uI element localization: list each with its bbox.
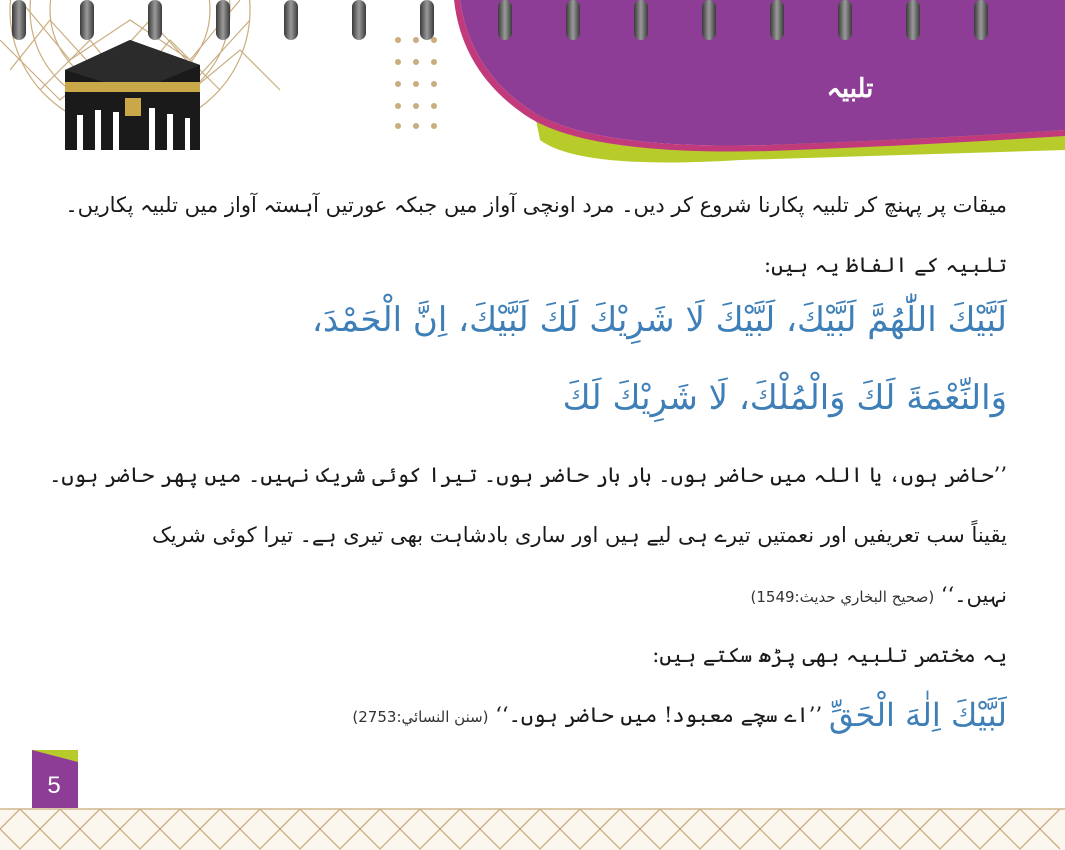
translation-line-1: ’’حاضر ہوں، یا اللہ میں حاضر ہوں۔ بار بار حاضر ہوں۔ تیرا کوئی شریک نہیں۔ میں پھر حاضر ہوں۔ bbox=[49, 463, 1007, 487]
translation-line-3 bbox=[751, 580, 1008, 612]
short-talbiyah-line bbox=[352, 696, 1007, 734]
bukhari-reference: (صحيح البخاري حديث:1549) bbox=[750, 588, 935, 606]
bottom-geometric-border bbox=[0, 808, 1065, 850]
nasai-reference: (سنن النسائي:2753) bbox=[352, 708, 489, 726]
translation-end-text: نہیں۔‘‘ bbox=[940, 583, 1007, 607]
talbiyah-arabic-line-1: لَبَّيْكَ اللّٰهُمَّ لَبَّيْكَ، لَبَّيْكَ لَا شَرِيْكَ لَكَ لَبَّيْكَ، اِنَّ الْحَمْدَ، bbox=[311, 300, 1007, 340]
short-talbiyah-translation: ’’اے سچے معبود! میں حاضر ہوں۔‘‘ bbox=[495, 703, 823, 727]
intro-line: میقات پر پہنچ کر تلبیہ پکارنا شروع کر دیں۔ مرد اونچی آواز میں جبکہ عورتیں آہستہ آواز میں تلبیہ پکاریں۔ bbox=[65, 193, 1007, 217]
translation-line-2: یقیناً سب تعریفیں اور نعمتیں تیرے ہی لیے ہیں اور ساری بادشاہت بھی تیری ہے۔ تیرا کوئی شریک bbox=[151, 523, 1007, 547]
talbiyah-words-heading: تلبیہ کے الفاظ یہ ہیں: bbox=[764, 253, 1007, 277]
spiral-binding bbox=[0, 0, 1065, 48]
kaaba-icon bbox=[55, 30, 210, 155]
page-number: 5 bbox=[47, 772, 61, 799]
banner-title: تلبیہ bbox=[826, 74, 874, 104]
talbiyah-arabic-line-2: وَالنِّعْمَةَ لَكَ وَالْمُلْكَ، لَا شَرِيْكَ لَكَ bbox=[562, 378, 1007, 418]
short-talbiyah-heading: یہ مختصر تلبیہ بھی پڑھ سکتے ہیں: bbox=[652, 643, 1007, 667]
short-talbiyah-arabic: لَبَّيْكَ اِلٰهَ الْحَقِّ bbox=[828, 696, 1007, 734]
